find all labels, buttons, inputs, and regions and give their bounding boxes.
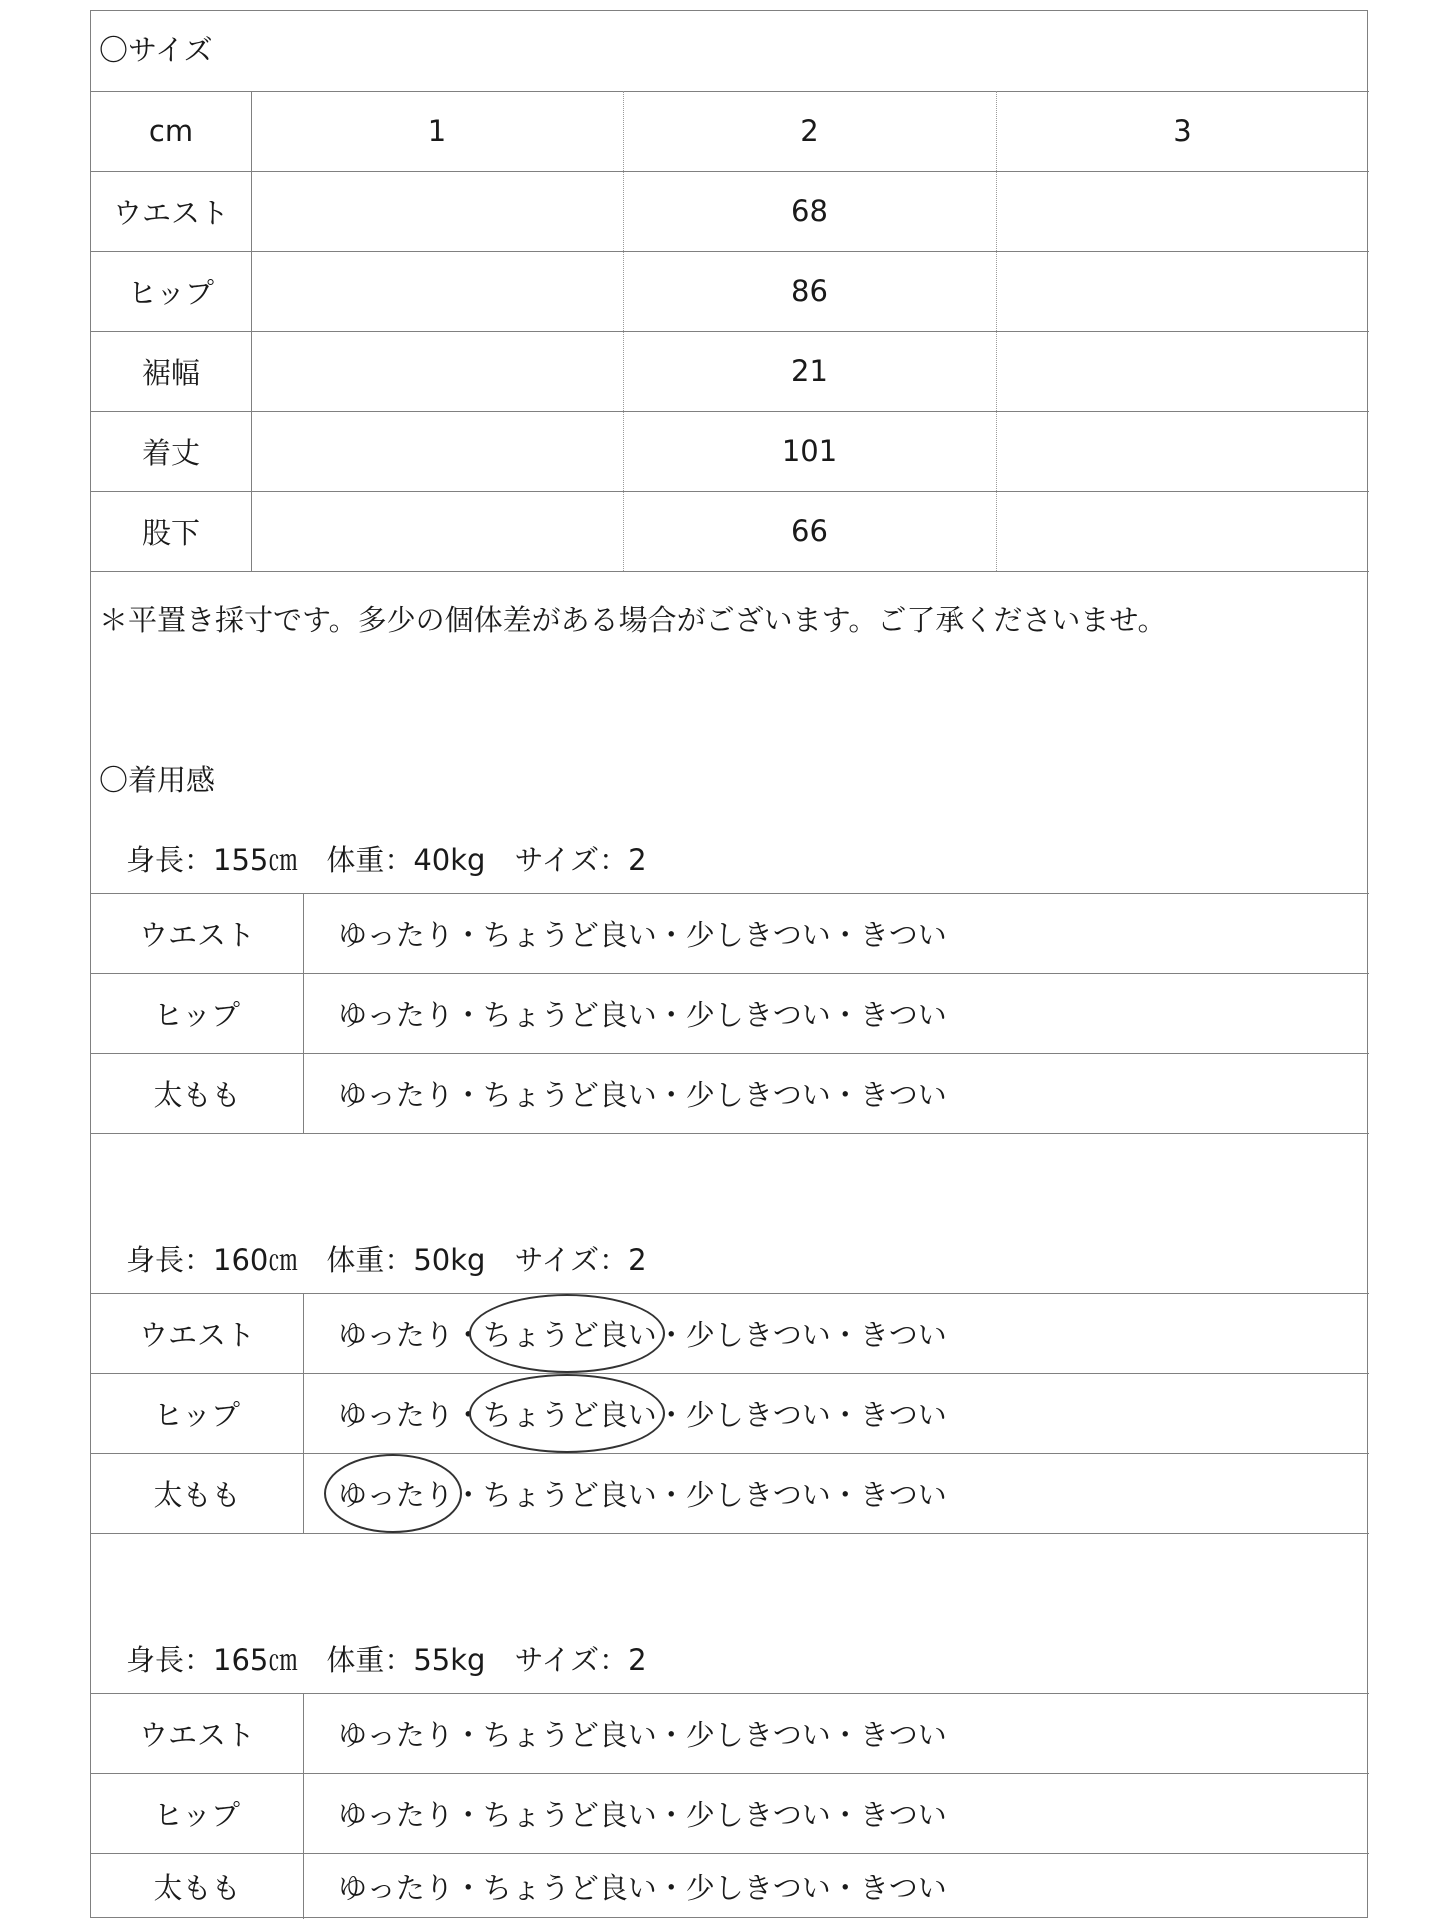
- fit-option: ちょうど良い: [483, 1393, 657, 1434]
- fit-option: きつい: [859, 1717, 947, 1752]
- fit-option-separator: ・: [656, 1397, 686, 1432]
- size-cell: 86: [791, 274, 828, 308]
- fit-row-label: 太もも: [153, 1077, 241, 1112]
- fit-row-label: ウエスト: [138, 1717, 255, 1752]
- fit-option-separator: ・: [830, 997, 860, 1032]
- fit-option-separator: ・: [830, 917, 860, 952]
- fit-option-separator: ・: [656, 1717, 686, 1752]
- size-cell: [251, 171, 623, 251]
- fit-option: ゆったり: [338, 1317, 454, 1352]
- size-section-title: 〇サイズ: [99, 32, 213, 67]
- fit-option: ゆったり: [338, 1797, 454, 1832]
- size-cell: 66: [791, 514, 828, 548]
- size-chart-sheet: [90, 10, 1368, 1918]
- fit-option-separator: ・: [656, 1870, 686, 1905]
- fit-options: [338, 1453, 947, 1533]
- fit-row-label: ヒップ: [153, 1397, 241, 1432]
- fit-option: きつい: [859, 1797, 947, 1832]
- fit-option: ゆったり: [338, 1077, 454, 1112]
- fit-option: ゆったり: [338, 1473, 454, 1514]
- size-note: ＊平置き採寸です。多少の個体差がある場合がございます。ご了承くださいませ。: [99, 602, 1167, 637]
- fit-option: ちょうど良い: [482, 997, 657, 1032]
- size-header-col-2: 2: [800, 114, 819, 148]
- size-cell: [251, 331, 623, 411]
- fit-option-separator: ・: [656, 997, 686, 1032]
- fit-options: [338, 1693, 947, 1773]
- fit-option: ちょうど良い: [482, 1797, 657, 1832]
- fit-option: ちょうど良い: [483, 1313, 657, 1354]
- fit-option-separator: ・: [453, 1797, 483, 1832]
- fit-option: ゆったり: [338, 1870, 454, 1905]
- fit-row-label: 太もも: [153, 1870, 241, 1905]
- size-cell: 21: [791, 354, 828, 388]
- size-header-col-1: 1: [427, 114, 447, 148]
- fit-option: ちょうど良い: [482, 1870, 657, 1905]
- fit-option: 少しきつい: [685, 1870, 831, 1905]
- fit-option: ちょうど良い: [482, 1077, 657, 1112]
- fit-row-label: ヒップ: [153, 1797, 241, 1832]
- fit-section-title: 〇着用感: [99, 762, 216, 797]
- fit-option-separator: ・: [830, 1870, 860, 1905]
- fit-options: [338, 973, 947, 1053]
- fit-option: きつい: [859, 1317, 947, 1352]
- fit-option-separator: ・: [656, 1077, 686, 1112]
- fit-option-separator: ・: [830, 1077, 860, 1112]
- fit-option-separator: ・: [656, 1797, 686, 1832]
- fit-option: きつい: [859, 917, 947, 952]
- size-cell: 68: [791, 194, 828, 228]
- fit-options: [338, 1373, 947, 1453]
- fit-options: [338, 893, 947, 973]
- fit-row-label: ウエスト: [138, 917, 255, 952]
- fit-option: 少しきつい: [685, 1077, 831, 1112]
- fit-option-separator: ・: [453, 1397, 483, 1432]
- fit-option: ちょうど良い: [482, 1477, 657, 1512]
- fit-option: 少しきつい: [685, 1797, 831, 1832]
- fit-option-separator: ・: [453, 1477, 483, 1512]
- fit-option-separator: ・: [830, 1397, 860, 1432]
- size-cell: [996, 251, 1369, 331]
- fit-option-separator: ・: [453, 917, 483, 952]
- fit-option: 少しきつい: [685, 1477, 831, 1512]
- size-cell: [251, 411, 623, 491]
- fit-option-separator: ・: [656, 1317, 686, 1352]
- fit-row-label: 太もも: [153, 1477, 241, 1512]
- fit-option-separator: ・: [453, 1870, 483, 1905]
- size-row-label: 裾幅: [141, 355, 200, 390]
- fit-option-separator: ・: [453, 997, 483, 1032]
- fit-row-label: ウエスト: [138, 1317, 255, 1352]
- fit-option: きつい: [859, 997, 947, 1032]
- fit-option-separator: ・: [830, 1797, 860, 1832]
- fit-option-separator: ・: [656, 1477, 686, 1512]
- fit-option: きつい: [859, 1477, 947, 1512]
- fit-option: ちょうど良い: [482, 1717, 657, 1752]
- fit-option: 少しきつい: [685, 1717, 831, 1752]
- fit-option: ゆったり: [338, 1397, 454, 1432]
- size-cell: [996, 171, 1369, 251]
- model-caption: 身長：160㎝ 体重：50kg サイズ：2: [126, 1242, 647, 1277]
- fit-options: [338, 1853, 947, 1919]
- fit-option: きつい: [859, 1077, 947, 1112]
- fit-option: ゆったり: [338, 917, 454, 952]
- fit-option-separator: ・: [830, 1317, 860, 1352]
- fit-options: [338, 1053, 947, 1133]
- fit-option: 少しきつい: [685, 917, 831, 952]
- size-cell: [996, 491, 1369, 571]
- size-row-label: 股下: [141, 515, 200, 550]
- fit-option: ゆったり: [338, 997, 454, 1032]
- model-caption: 身長：165㎝ 体重：55kg サイズ：2: [126, 1642, 647, 1677]
- fit-options: [338, 1773, 947, 1853]
- fit-option: 少しきつい: [685, 997, 831, 1032]
- model-caption: 身長：155㎝ 体重：40kg サイズ：2: [126, 842, 647, 877]
- size-row-label: ヒップ: [127, 275, 215, 310]
- fit-option: きつい: [859, 1870, 947, 1905]
- size-cell: 101: [781, 434, 838, 468]
- fit-option: ちょうど良い: [482, 917, 657, 952]
- size-row-label: ウエスト: [112, 195, 229, 230]
- fit-option-separator: ・: [453, 1077, 483, 1112]
- size-header-unit: cm: [148, 114, 194, 148]
- size-cell: [996, 331, 1369, 411]
- fit-option: きつい: [859, 1397, 947, 1432]
- size-header-col-3: 3: [1173, 114, 1192, 148]
- fit-option-separator: ・: [453, 1717, 483, 1752]
- size-cell: [251, 251, 623, 331]
- fit-row-label: ヒップ: [153, 997, 241, 1032]
- fit-option-separator: ・: [830, 1477, 860, 1512]
- fit-option-separator: ・: [656, 917, 686, 952]
- fit-options: [338, 1293, 947, 1373]
- size-cell: [251, 491, 623, 571]
- fit-option: 少しきつい: [685, 1317, 831, 1352]
- size-cell: [996, 411, 1369, 491]
- fit-option-separator: ・: [453, 1317, 483, 1352]
- fit-option: 少しきつい: [685, 1397, 831, 1432]
- fit-option-separator: ・: [830, 1717, 860, 1752]
- fit-option: ゆったり: [338, 1717, 454, 1752]
- size-row-label: 着丈: [141, 435, 200, 470]
